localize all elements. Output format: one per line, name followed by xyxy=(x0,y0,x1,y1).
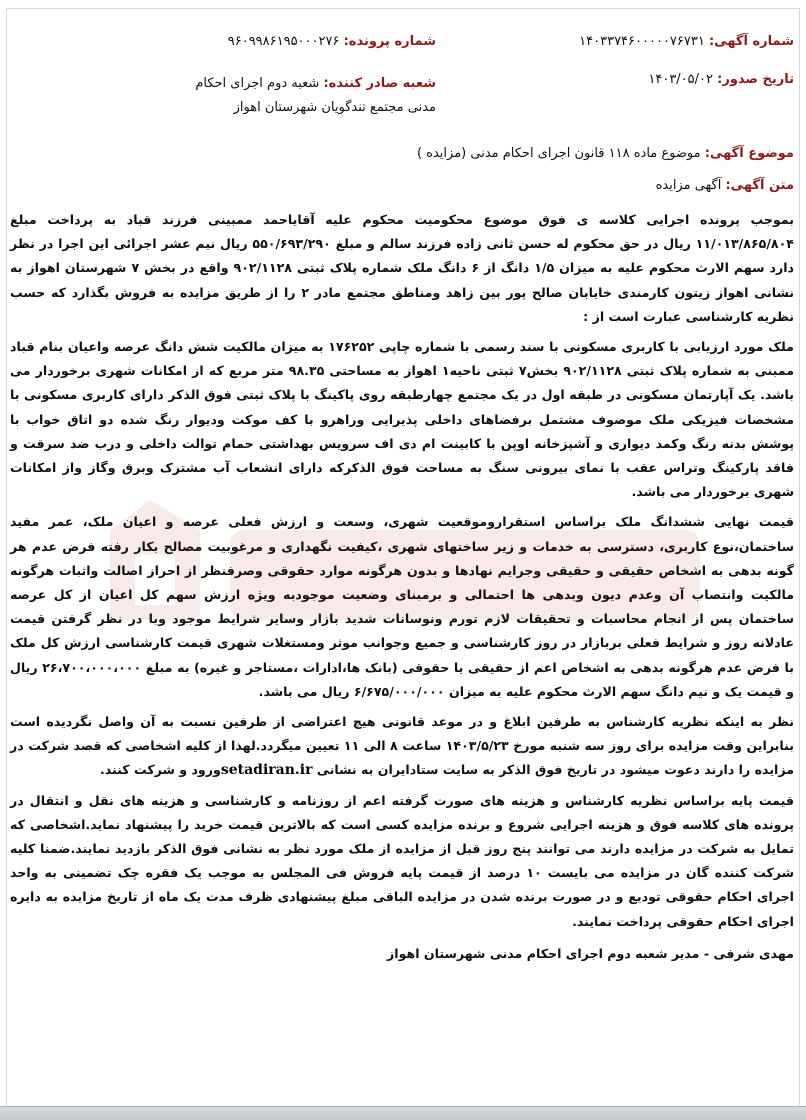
issuer-field xyxy=(176,72,436,120)
issue-date-label: تاریخ صدور: xyxy=(717,72,794,87)
body-paragraph-judgment: بموجب پرونده اجرایی کلاسه ی فوق موضوع محکومیت محکوم علیه آقایاحمد ممبینی فرزند قباد به پرداخت مبلغ ۱۱/۰۱۳/۸۶۵/۸۰۴ ریال در حق محکوم له حسن ثانی زاده فرزند سالم و مبلغ ۵۵۰/۶۹۳/۲۹۰ ریال نیم عشر اجرائی این اجرا در نظر دارد سهم الارث محکوم علیه به میزان ۱/۵ دانگ از ۶ دانگ ملک شماره پلاک ثبتی ۹۰۲/۱۱۲۸ واقع در بخش ۷ شهرستان اهواز به نشانی اهواز زیتون کارمندی خایابان صالح پور بین زاهد ومناطق مجتمع مادر ۲ را از طریق مزایده به فروش بگذارد که حسب نظریه کارشناسی عبارت است از : xyxy=(10,212,794,324)
issue-date-field xyxy=(648,72,794,87)
body-title-value: آگهی مزایده xyxy=(655,178,722,193)
case-number-value: ۹۶۰۹۹۸۶۱۹۵۰۰۰۲۷۶ xyxy=(227,34,340,49)
auction-date-text-end: ورود و شرکت کنند. xyxy=(99,762,221,778)
body-paragraph-terms: قیمت پایه براساس نظریه کارشناس و هزینه های صورت گرفته اعم از روزنامه و کارشناسی و هزینه های نقل و انتقال در پرونده های کلاسه فوق و هزینه اجرایی شروع و برنده مزایده کسی است که بالاترین قیمت خرید را پیشنهاد نماید.اشخاصی که تمایل به شرکت در مزایده دارند می توانند پنج روز قبل از مزایده از ملک مورد نظر به نشانی فوق الذکر بازدید نمایند.ضمنا کلیه شرکت کننده گان در مزایده می بایست ۱۰ درصد از قیمت پایه فروش فی المجلس به موجب یک فقره چک تضمینی به واحد اجرای احکام حقوقی تودیع و در صورت برنده شدن در مزایده الباقی مبلغ پیشنهادی ظرف مدت یک ماه از تاریخ مزایده به دایره اجرای احکام حقوقی پرداخت نمایند. xyxy=(10,792,794,929)
notice-body xyxy=(10,208,794,972)
bottom-scrollbar[interactable] xyxy=(0,1106,806,1120)
case-number-field xyxy=(228,34,436,49)
issue-date-value: ۱۴۰۳/۰۵/۰۲ xyxy=(648,72,713,87)
body-paragraph-valuation: قیمت نهایی ششدانگ ملک براساس استقراروموقعیت شهری، وسعت و ارزش فعلی عرصه و اعیان ملک، عمر مفید ساختمان،نوع کاربری، دسترسی به خدمات و زیر ساختهای شهری ،کیفیت نگهداری و مرغوبیت مصالح بکار رفته فرض عدم هر گونه بدهی به اشخاص حقیقی و حقیقی وجرایم نهادها و بدون هرگونه موارد حقوقی وصرفنظر از احراز اصالت واثبات هرگونه مالکیت وانتصاب آن وعدم دیون وبدهی ها احتمالی و برمبنای وضعیت موجودبه ویژه ارزش سهم کل اعیان از کل عرصه ساختمان پس از انجام محاسبات و تحقیقات لازم تورم ونوسانات شدید بازار وسایر شرایط موجود وبا در نظر گرفتن قیمت عادلانه روز و شرایط فعلی بربازار در روز کارشناسی و جمیع وجوانب موثر ومستغلات شهری قیمت کارشناسی ارزش کل ملک با فرض عدم هرگونه بدهی به اشخاص اعم از حقیقی یا حقوقی (بانک ها،ادارات ،مستاجر و غیره) به مبلغ ۲۶،۷۰۰،۰۰۰،۰۰۰ ریال و قیمت یک و نیم دانگ سهم الارث محکوم علیه به میزان ۶/۶۷۵/۰۰۰/۰۰۰ ریال می باشد. xyxy=(10,514,794,699)
setadiran-link[interactable]: setadiran.ir xyxy=(220,762,313,779)
case-number-label: شماره پرونده: xyxy=(343,34,436,49)
body-title-label: متن آگهی: xyxy=(725,178,794,193)
notice-number-value: ۱۴۰۳۳۷۴۶۰۰۰۰۰۷۶۷۳۱ xyxy=(579,34,705,49)
issuer-value: شعبه دوم اجرای احکام مدنی مجتمع تندگویان شهرستان اهواز xyxy=(195,76,436,115)
signature: مهدی شرفی - مدیر شعبه دوم اجرای احکام مدنی شهرستان اهواز xyxy=(387,945,794,961)
notice-number-label: شماره آگهی: xyxy=(708,34,794,49)
body-paragraph-property: ملک مورد ارزیابی با کاربری مسکونی با سند رسمی با شماره چاپی ۱۷۶۲۵۲ به میزان مالکیت شش دانگ عرصه واعیان بنام قباد ممبنی به شماره پلاک ثبتی ۹۰۲/۱۱۲۸ بخش۷ ثبتی ناحیه۱ اهواز به مساحتی ۹۸.۳۵ متر مربع که از امکانات شهری برخوردار می باشد. یک آپارتمان مسکونی در طبقه اول در یک مجتمع چهارطبقه روی پاکینگ با پلاک ثبتی فوق الذکر دارای کاربری مسکونی با مشخصات فیزیکی ملک موصوف مشتمل برفضاهای داخلی پذیرایی وراهرو با کف موکت ودیوار رنگ شده دو اتاق خواب با پوشش بدنه رنگ وکمد دیواری و آشپزخانه اوپن با کابینت ام دی اف سرویس بهداشتی حمام توالت داخلی و درب ضد سرقت و فاقد پارکینگ وتراس عقب با نمای بیرونی سنگ به مساحت فوق الذکرکه دارای انشعاب آب مشترک وبرق وگاز واز امکانات شهری برخوردار می باشد. xyxy=(10,339,794,500)
body-title-field xyxy=(656,178,794,193)
notice-number-field xyxy=(579,34,794,49)
subject-label: موضوع آگهی: xyxy=(704,146,794,161)
subject-value: موضوع ماده ۱۱۸ قانون اجرای احکام مدنی (مزایده ) xyxy=(416,146,701,161)
body-paragraph-auction-date xyxy=(10,710,794,783)
auction-date-text: نظر به اینکه نظریه کارشناس به طرفین ابلاغ و در موعد قانونی هیچ اعتراضی از طرفین نسبت به آن واصل نگردیده است بنابراین وقت مزایده برای روز سه شنبه مورخ ۱۴۰۳/۵/۲۳ ساعت ۸ الی ۱۱ تعیین میگردد.لهذا از کلیه اشخاصی که قصد شرکت در مزایده را دارند دعوت میشود در تاریخ فوق الذکر به سایت ستادایران به نشانی xyxy=(10,714,794,778)
subject-field xyxy=(417,146,794,161)
issuer-label: شعبه صادر کننده: xyxy=(323,76,436,91)
